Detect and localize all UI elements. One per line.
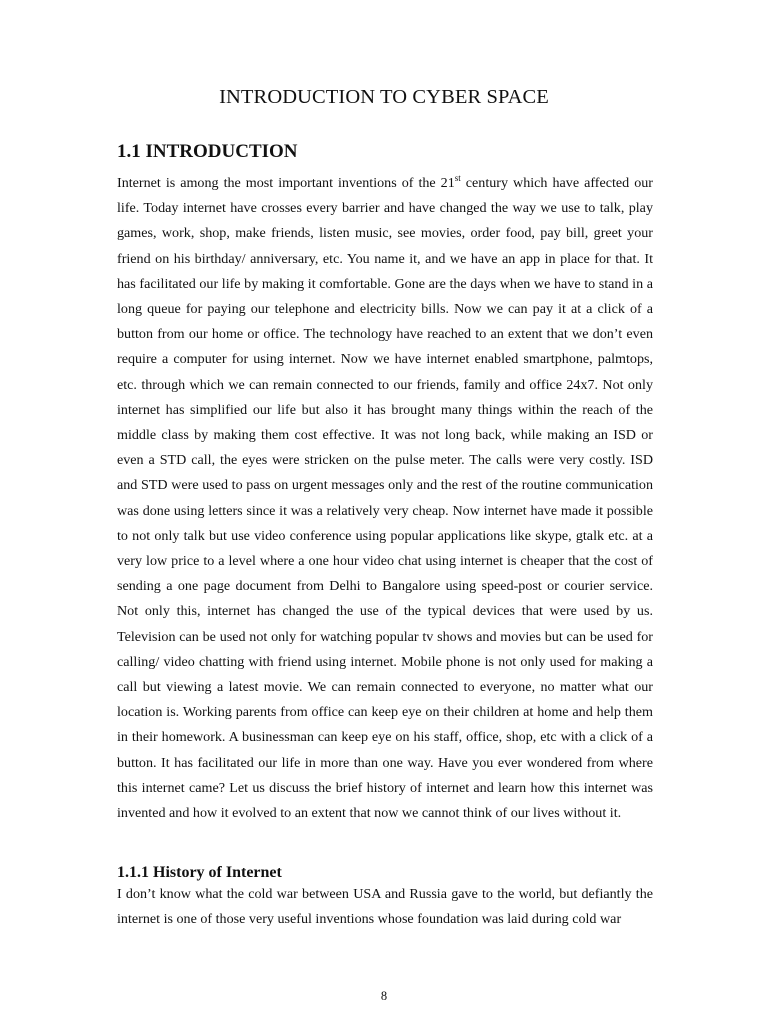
history-paragraph: I don’t know what the cold war between USA and Russia gave to the world, but defiantly the internet is one of those very useful inventions whose foundation was laid during cold war: [117, 886, 653, 928]
intro-paragraph: [117, 171, 653, 826]
ordinal-superscript: st: [454, 173, 461, 183]
page-number: 8: [380, 989, 388, 1003]
intro-paragraph-start: Internet is among the most important inventions of the 21: [117, 175, 455, 191]
section-heading: 1.1 INTRODUCTION: [117, 141, 298, 162]
intro-paragraph-rest: century which have affected our life. Today internet have crosses every barrier and have changed the way we use to talk, play games, work, shop, make friends, listen music, see movies, order food, pay bill, greet your friend on his birthday/ anniversary, etc. You name it, and we have an app in place for that. It has facilitated our life by making it comfortable. Gone are the days when we have to stand in a long queue for paying our telephone and electricity bills. Now we can pay it at a click of a button from our home or office. The technology have reached to an extent that we don’t even require a computer for using internet. Now we have internet enabled smartphone, palmtops, etc. through which we can remain connected to our friends, family and office 24x7. Not only internet has simplified our life but also it has brought many things within the reach of the middle class by making them cost effective. It was not long back, while making an ISD or even a STD call, the eyes were stricken on the pulse meter. The calls were very costly. ISD and STD were used to pass on urgent messages only and the rest of the routine communication was done using letters since it was a relatively very cheap. Now internet have made it possible to not only talk but use video conference using popular applications like skype, gtalk etc. at a very low price to a level where a one hour video chat using internet is cheaper that the cost of sending a one page document from Delhi to Bangalore using speed-post or courier service. Not only this, internet has changed the use of the typical devices that were used by us. Television can be used not only for watching popular tv shows and movies but can be used for calling/ video chatting with friend using internet. Mobile phone is not only used for making a call but viewing a latest movie. We can remain connected to everyone, no matter what our location is. Working parents from office can keep eye on their children at home and help them in their homework. A businessman can keep eye on his staff, office, shop, etc with a click of a button. It has facilitated our life in more than one way. Have you ever wondered from where this internet came? Let us discuss the brief history of internet and learn how this internet was invented and how it evolved to an extent that now we cannot think of our lives without it.: [117, 175, 653, 822]
chapter-title: INTRODUCTION TO CYBER SPACE: [219, 86, 549, 108]
subsection-heading: 1.1.1 History of Internet: [117, 864, 282, 881]
